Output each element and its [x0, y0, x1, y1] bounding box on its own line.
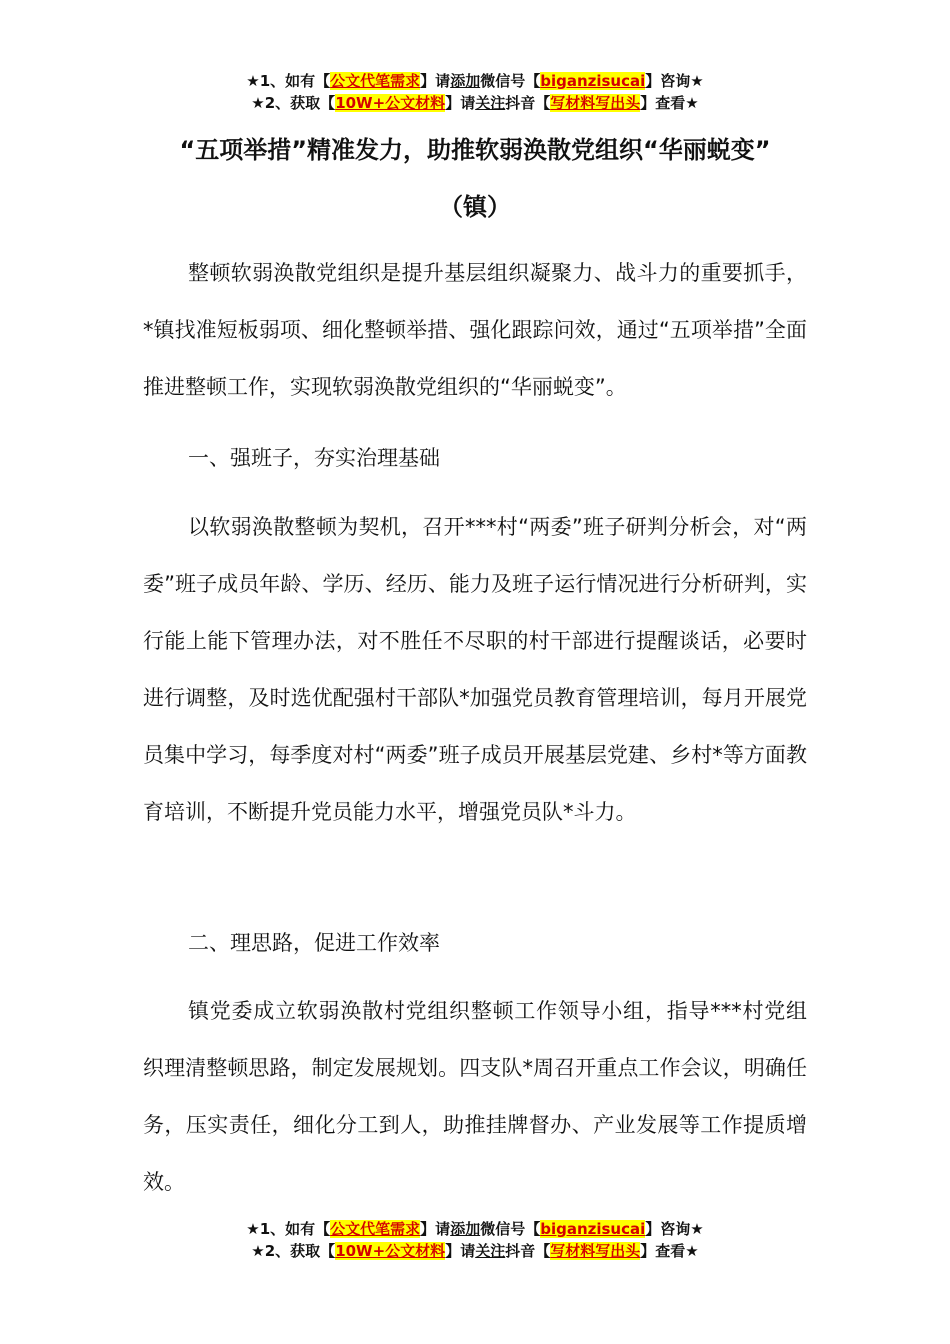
section-1-heading: 一、强班子，夯实治理基础 [188, 446, 440, 470]
banner-text: 抖音【 [505, 94, 551, 112]
section-1-paragraph: 以软弱涣散整顿为契机，召开***村“两委”班子研判分析会，对“两委”班子成员年龄、学历、经历、能力及班子运行情况进行分析研判，实行能上能下管理办法，对不胜任不尽职的村干部进行提醒谈话，必要时进行调整，及时选优配强村干部队*加强党员教育管理培训，每月开展党员集中学习，每季度对村“两委”班子成员开展基层党建、乡村*等方面教育培训，不断提升党员能力水平，增强党员队*斗力。 [143, 515, 807, 824]
banner-text: ★1、如有【 [246, 1220, 331, 1238]
intro-paragraph: 整顿软弱涣散党组织是提升基层组织凝聚力、战斗力的重要抓手，*镇找准短板弱项、细化整顿举措、强化跟踪问效，通过“五项举措”全面推进整顿工作，实现软弱涣散党组织的“华丽蜕变”。 [143, 261, 807, 399]
bottom-banner [0, 1218, 950, 1262]
douyin-id: 写材料写出头 [550, 1242, 641, 1260]
banner-text: 微信号【 [480, 72, 541, 90]
banner-text: 】请 [445, 94, 476, 112]
top-banner [0, 70, 950, 114]
banner-underline-text: 添加 [450, 1220, 481, 1238]
banner-highlight: 公文代笔需求 [330, 1220, 421, 1238]
banner-text: 抖音【 [505, 1242, 551, 1260]
banner-highlight: 10W+公文材料 [335, 1242, 446, 1260]
banner-text: 】咨询★ [645, 1220, 704, 1238]
banner-underline-text: 关注 [475, 1242, 506, 1260]
banner-text: 】查看★ [640, 94, 699, 112]
banner-line-1 [0, 70, 950, 92]
wechat-id: biganzisucai [540, 1220, 646, 1238]
banner-text: 】查看★ [640, 1242, 699, 1260]
document-title: “五项举措”精准发力，助推软弱涣散党组织“华丽蜕变” [179, 136, 771, 164]
banner-text: ★2、获取【 [251, 1242, 336, 1260]
banner-underline-text: 关注 [475, 94, 506, 112]
banner-text: 】咨询★ [645, 72, 704, 90]
section-2-paragraph: 镇党委成立软弱涣散村党组织整顿工作领导小组，指导***村党组织理清整顿思路，制定发展规划。四支队*周召开重点工作会议，明确任务，压实责任，细化分工到人，助推挂牌督办、产业发展等工作提质增效。 [143, 999, 807, 1194]
banner-line-2 [0, 92, 950, 114]
douyin-id: 写材料写出头 [550, 94, 641, 112]
banner-text: 】请 [420, 1220, 451, 1238]
banner-underline-text: 添加 [450, 72, 481, 90]
banner-text: 】请 [420, 72, 451, 90]
banner-highlight: 公文代笔需求 [330, 72, 421, 90]
wechat-id: biganzisucai [540, 72, 646, 90]
banner-text: 微信号【 [480, 1220, 541, 1238]
banner-line-1 [0, 1218, 950, 1240]
banner-line-2 [0, 1240, 950, 1262]
banner-text: ★1、如有【 [246, 72, 331, 90]
section-2-heading: 二、理思路，促进工作效率 [188, 931, 440, 955]
document-subtitle: （镇） [439, 193, 511, 221]
banner-text: 】请 [445, 1242, 476, 1260]
banner-highlight: 10W+公文材料 [335, 94, 446, 112]
banner-text: ★2、获取【 [251, 94, 336, 112]
